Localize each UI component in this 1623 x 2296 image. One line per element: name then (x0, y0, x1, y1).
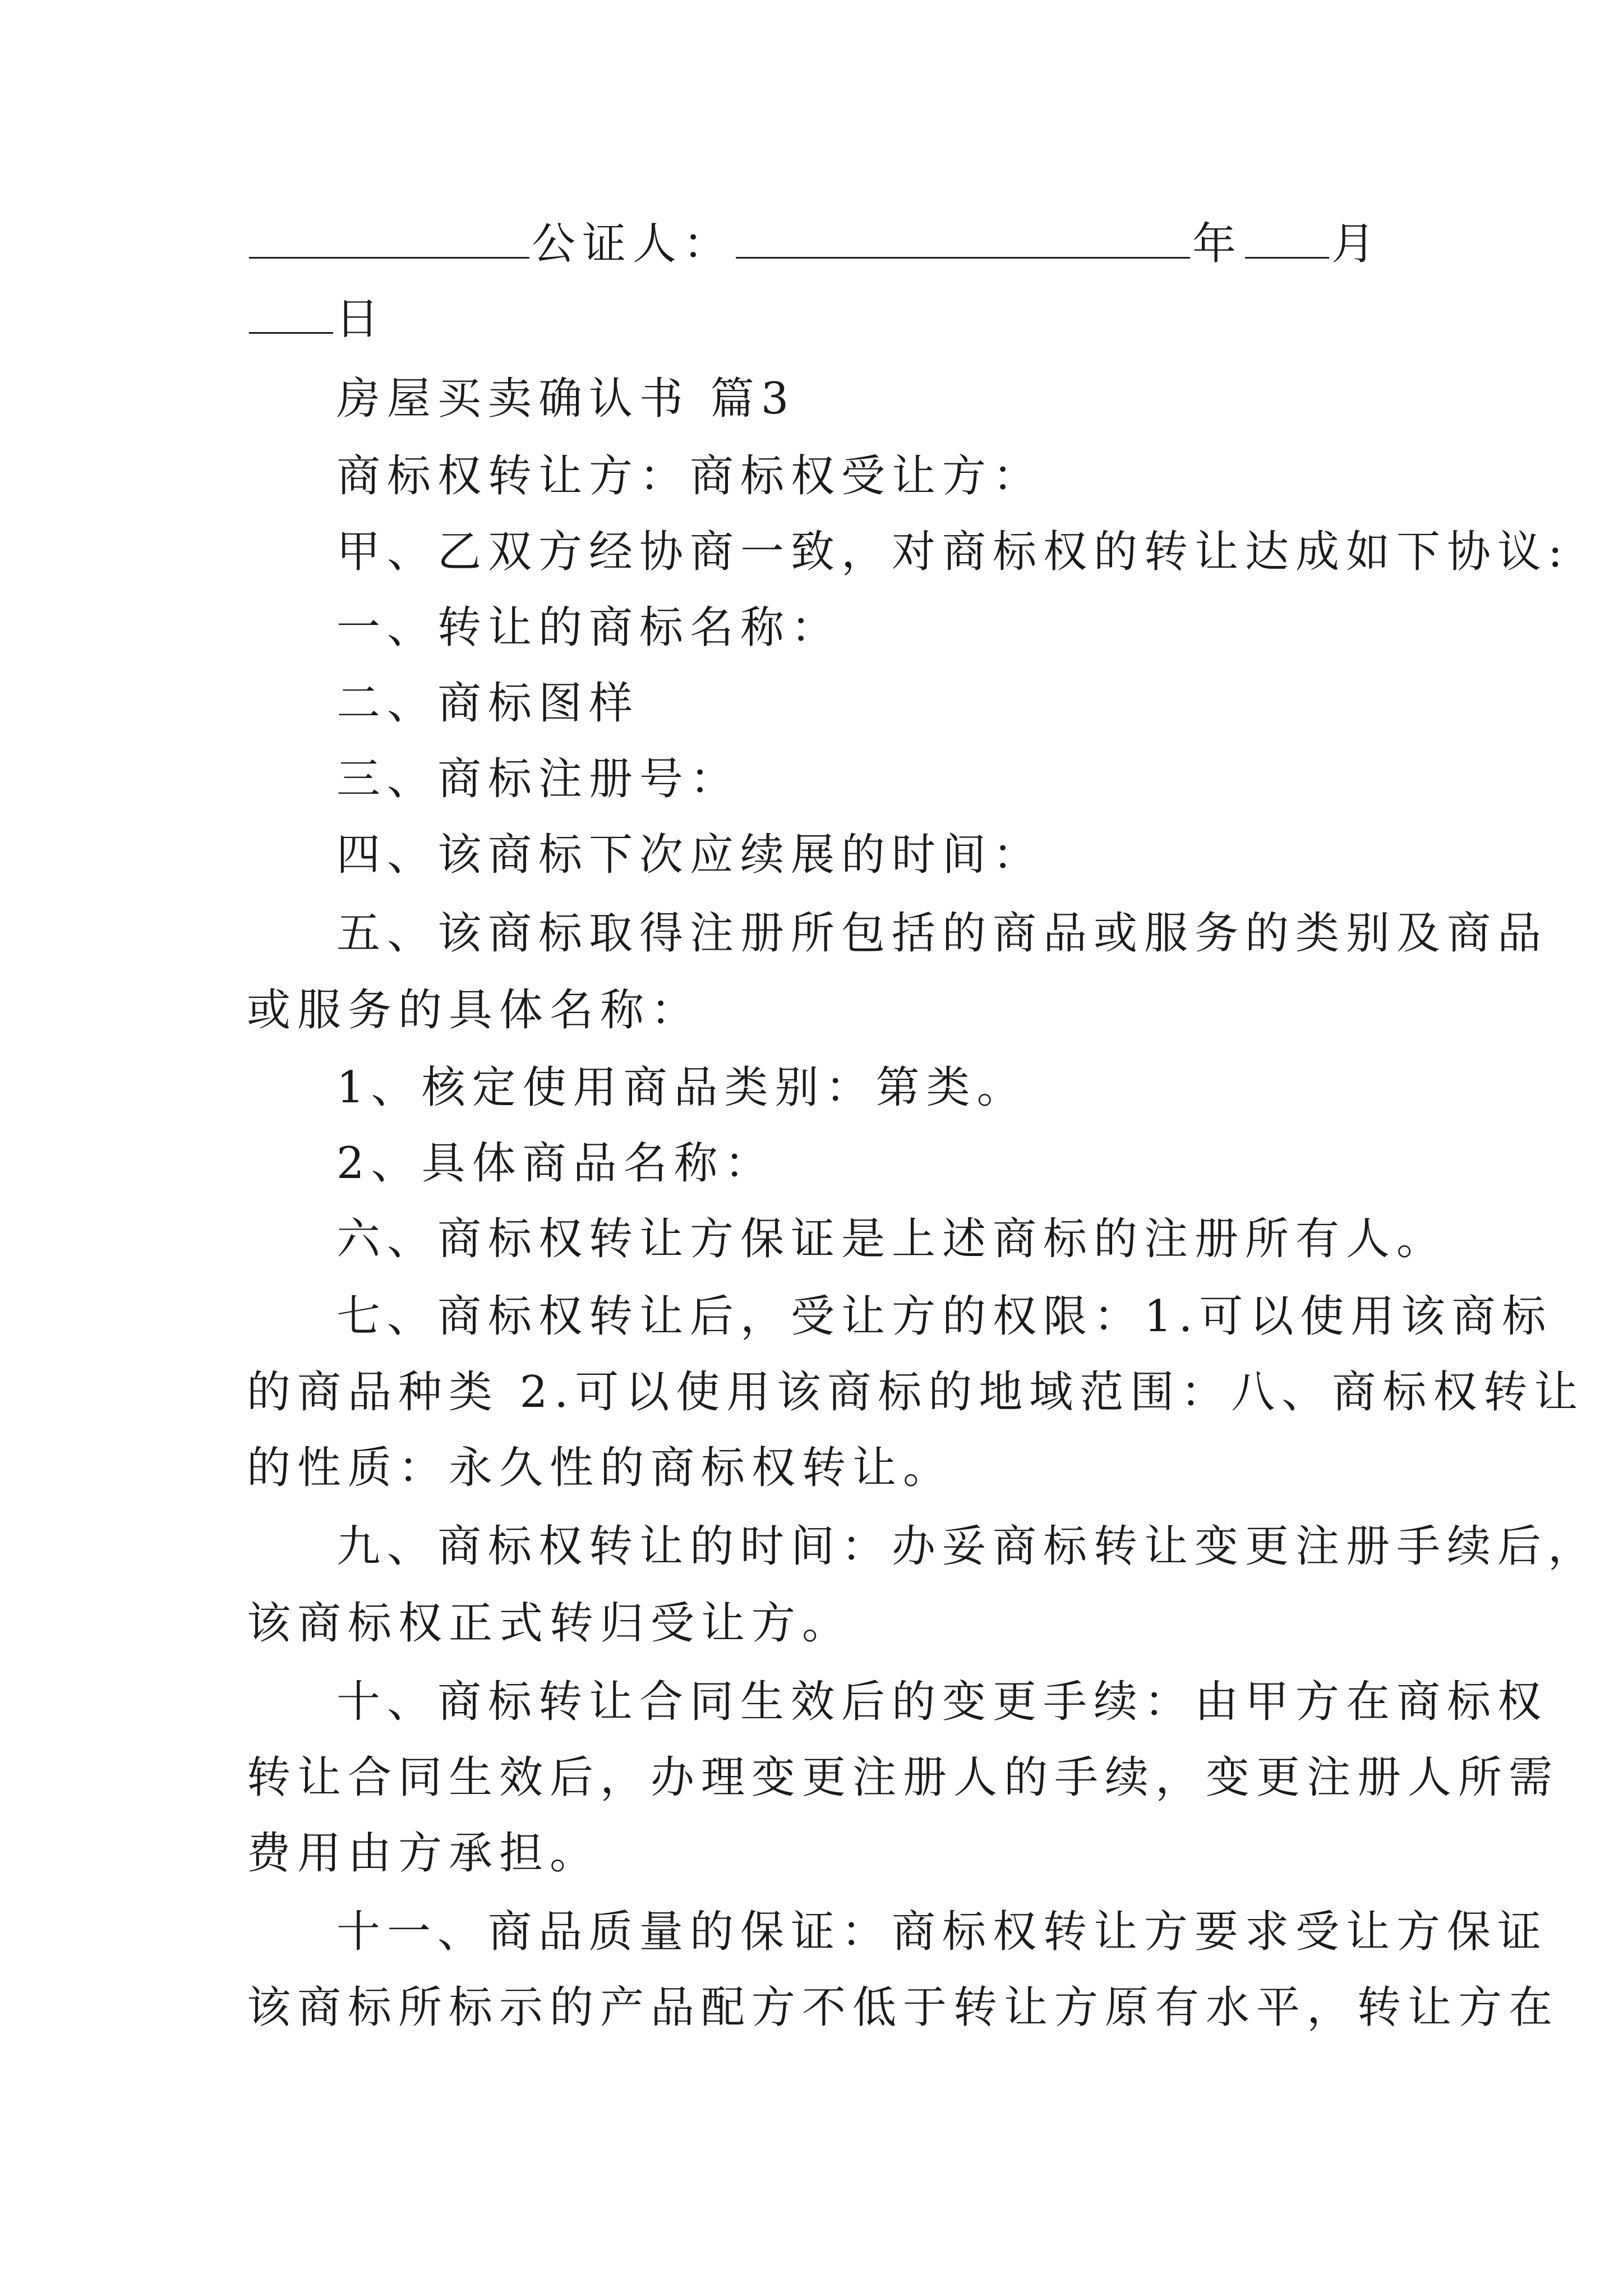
body-line: 七、商标权转让后，受让方的权限：1.可以使用该商标 (336, 1291, 1553, 1342)
day-line (247, 294, 386, 344)
body-line: 的商品种类 2.可以使用该商标的地域范围：八、商标权转让 (247, 1367, 1585, 1418)
body-line: 十、商标转让合同生效后的变更手续：由甲方在商标权 (336, 1677, 1548, 1727)
body-line: 2、具体商品名称： (336, 1138, 775, 1189)
body-line: 1、核定使用商品类别：第类。 (336, 1062, 1027, 1113)
notary-signature-line (247, 219, 1382, 269)
signature-blank (249, 256, 529, 259)
month-blank (1245, 256, 1329, 259)
month-label: 月 (1331, 219, 1382, 269)
notary-name-blank (736, 256, 1190, 259)
body-line: 四、该商标下次应续展的时间： (336, 830, 1044, 880)
year-label: 年 (1192, 219, 1243, 269)
body-line: 一、转让的商标名称： (336, 602, 842, 653)
body-line: 九、商标权转让的时间：办妥商标转让变更注册手续后， (336, 1521, 1599, 1572)
body-line: 甲、乙双方经协商一致，对商标权的转让达成如下协议: (336, 527, 1570, 577)
body-line: 的性质：永久性的商标权转让。 (247, 1443, 954, 1493)
section-title: 房屋买卖确认书 篇3 (336, 374, 796, 424)
body-line: 六、商标权转让方保证是上述商标的注册所有人。 (336, 1214, 1447, 1264)
body-line: 二、商标图样 (336, 678, 640, 729)
day-label: 日 (335, 294, 386, 344)
body-line: 或服务的具体名称： (247, 985, 702, 1036)
body-line: 转让合同生效后，办理变更注册人的手续，变更注册人所需 (247, 1752, 1560, 1803)
body-line: 商标权转让方：商标权受让方： (336, 451, 1044, 501)
body-line: 该商标所标示的产品配方不低于转让方原有水平，转让方在 (247, 1982, 1560, 2033)
body-line: 十一、商品质量的保证：商标权转让方要求受让方保证 (336, 1907, 1548, 1957)
body-line: 五、该商标取得注册所包括的商品或服务的类别及商品 (336, 908, 1548, 959)
body-line: 该商标权正式转归受让方。 (247, 1598, 853, 1649)
body-line: 费用由方承担。 (247, 1828, 601, 1879)
notary-label: 公证人： (532, 219, 734, 269)
body-line: 三、商标注册号： (336, 754, 741, 804)
day-blank (249, 332, 333, 334)
